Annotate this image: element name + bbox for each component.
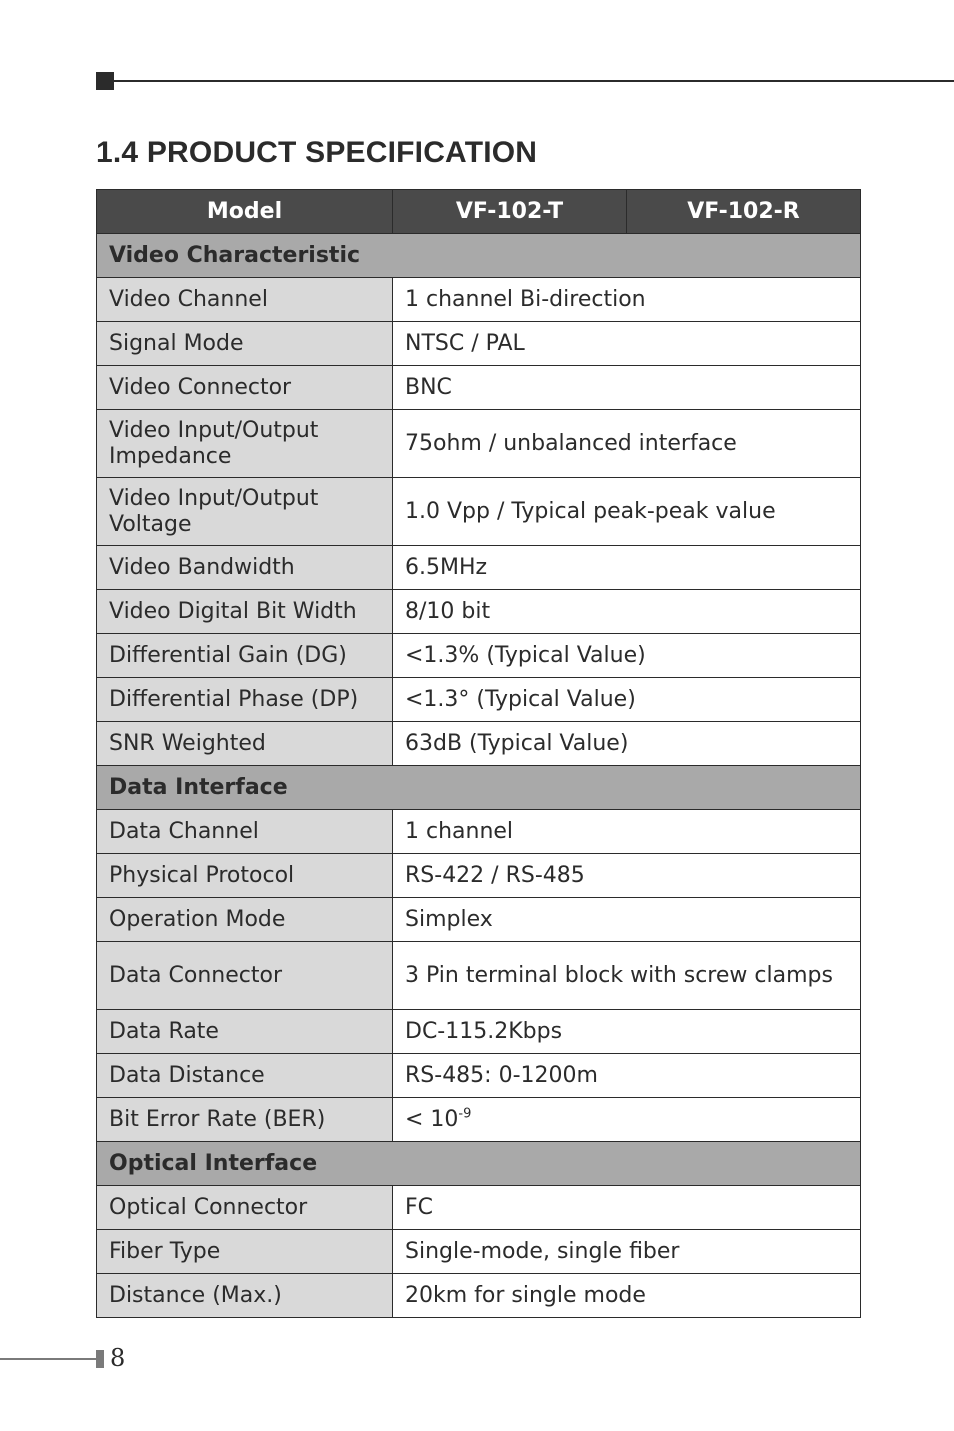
header-vf-102-r: VF-102-R	[627, 190, 861, 234]
section-row	[97, 234, 861, 278]
row-label: Video Bandwidth	[97, 546, 393, 590]
row-value: DC-115.2Kbps	[393, 1010, 861, 1054]
row-label: Optical Connector	[97, 1186, 393, 1230]
section-title-video: Video Characteristic	[97, 234, 861, 278]
row-value: <1.3% (Typical Value)	[393, 634, 861, 678]
header-rule	[114, 80, 954, 82]
page-number: 8	[110, 1344, 126, 1372]
row-label: Video Digital Bit Width	[97, 590, 393, 634]
table-row	[97, 546, 861, 590]
row-value: 63dB (Typical Value)	[393, 722, 861, 766]
table-row	[97, 1098, 861, 1142]
row-value	[393, 1098, 861, 1142]
row-value: BNC	[393, 366, 861, 410]
table-row	[97, 898, 861, 942]
table-row	[97, 322, 861, 366]
row-label: Distance (Max.)	[97, 1274, 393, 1318]
header-vf-102-t: VF-102-T	[393, 190, 627, 234]
table-row	[97, 590, 861, 634]
row-label: Video Input/Output Voltage	[97, 478, 393, 546]
row-label: Data Rate	[97, 1010, 393, 1054]
table-row	[97, 810, 861, 854]
spec-table	[96, 189, 861, 1318]
footer-rule	[0, 1358, 96, 1360]
table-row	[97, 722, 861, 766]
row-label: Differential Phase (DP)	[97, 678, 393, 722]
table-row	[97, 678, 861, 722]
header-square-marker	[96, 72, 114, 90]
row-value: 1 channel Bi-direction	[393, 278, 861, 322]
row-label: Fiber Type	[97, 1230, 393, 1274]
table-row	[97, 1274, 861, 1318]
row-value: 3 Pin terminal block with screw clamps	[393, 942, 861, 1010]
table-row	[97, 366, 861, 410]
section-row	[97, 766, 861, 810]
table-row	[97, 634, 861, 678]
section-title-data: Data Interface	[97, 766, 861, 810]
table-row	[97, 942, 861, 1010]
row-value: 20km for single mode	[393, 1274, 861, 1318]
section-title: 1.4 PRODUCT SPECIFICATION	[96, 136, 538, 169]
table-header-row	[97, 190, 861, 234]
table-row	[97, 1230, 861, 1274]
table-row	[97, 1054, 861, 1098]
row-label: Signal Mode	[97, 322, 393, 366]
row-value: Single-mode, single fiber	[393, 1230, 861, 1274]
row-value: 75ohm / unbalanced interface	[393, 410, 861, 478]
row-value: 8/10 bit	[393, 590, 861, 634]
row-value: FC	[393, 1186, 861, 1230]
table-row	[97, 478, 861, 546]
table-row	[97, 854, 861, 898]
ber-value-base: < 10	[405, 1106, 459, 1132]
row-label: Operation Mode	[97, 898, 393, 942]
row-label: Video Channel	[97, 278, 393, 322]
row-value: 1.0 Vpp / Typical peak-peak value	[393, 478, 861, 546]
row-value: RS-422 / RS-485	[393, 854, 861, 898]
row-value: RS-485: 0-1200m	[393, 1054, 861, 1098]
row-label: Differential Gain (DG)	[97, 634, 393, 678]
row-label: Data Connector	[97, 942, 393, 1010]
row-value: 6.5MHz	[393, 546, 861, 590]
section-title-optical: Optical Interface	[97, 1142, 861, 1186]
row-value: 1 channel	[393, 810, 861, 854]
table-row	[97, 1186, 861, 1230]
row-label: Bit Error Rate (BER)	[97, 1098, 393, 1142]
row-label: SNR Weighted	[97, 722, 393, 766]
row-label: Physical Protocol	[97, 854, 393, 898]
row-label: Data Channel	[97, 810, 393, 854]
row-value: NTSC / PAL	[393, 322, 861, 366]
table-row	[97, 1010, 861, 1054]
section-row	[97, 1142, 861, 1186]
row-label: Video Input/Output Impedance	[97, 410, 393, 478]
row-label: Data Distance	[97, 1054, 393, 1098]
header-model: Model	[97, 190, 393, 234]
row-label: Video Connector	[97, 366, 393, 410]
row-value: <1.3° (Typical Value)	[393, 678, 861, 722]
footer-square-marker	[96, 1350, 104, 1368]
ber-value-exponent: -9	[458, 1106, 472, 1122]
row-value: Simplex	[393, 898, 861, 942]
table-row	[97, 278, 861, 322]
table-row	[97, 410, 861, 478]
